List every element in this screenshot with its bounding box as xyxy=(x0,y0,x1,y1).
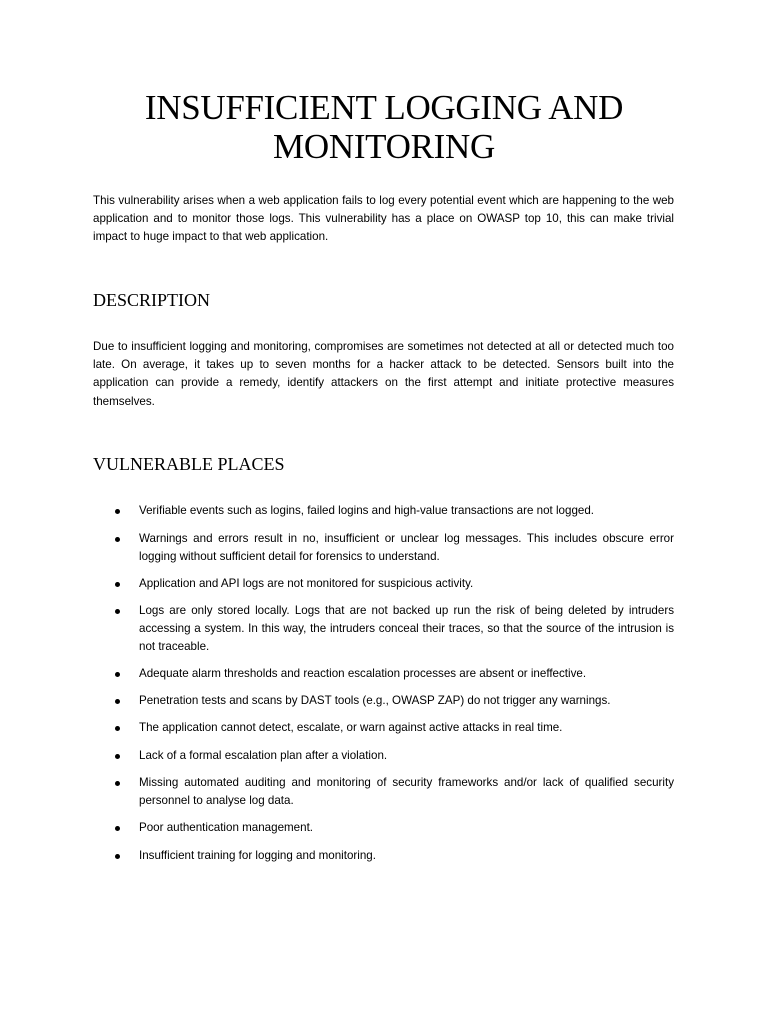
bullet-icon xyxy=(115,509,120,514)
title-line-2: MONITORING xyxy=(273,127,495,166)
bullet-icon xyxy=(115,609,120,614)
intro-paragraph: This vulnerability arises when a web application fails to log every potential event which are happening to the web application and to monitor those logs. This vulnerability has a place on OWASP top 10, this can make trivial impact to huge impact to that web application. xyxy=(93,194,674,244)
list-item xyxy=(139,602,674,657)
list-item xyxy=(139,575,674,593)
list-item-text: Verifiable events such as logins, failed logins and high-value transactions are not logged. xyxy=(139,504,595,517)
list-item-text: Lack of a formal escalation plan after a violation. xyxy=(139,749,388,762)
bullet-icon xyxy=(115,854,120,859)
bullet-icon xyxy=(115,537,120,542)
list-item xyxy=(139,665,674,683)
list-item-text: Poor authentication management. xyxy=(139,821,314,834)
list-item-text: Warnings and errors result in no, insufficient or unclear log messages. This includes obscure error logging without sufficient detail for forensics to understand. xyxy=(139,532,674,564)
list-item-text: Application and API logs are not monitored for suspicious activity. xyxy=(139,577,474,590)
bullet-icon xyxy=(115,781,120,786)
title-line-1: INSUFFICIENT LOGGING AND xyxy=(144,88,624,127)
list-item-text: The application cannot detect, escalate, or warn against active attacks in real time. xyxy=(139,721,563,734)
list-item xyxy=(139,692,674,710)
list-item-text: Adequate alarm thresholds and reaction escalation processes are absent or ineffective. xyxy=(139,667,587,680)
bullet-icon xyxy=(115,754,120,759)
list-item-text: Logs are only stored locally. Logs that are not backed up run the risk of being deleted by intruders accessing a system. In this way, the intruders conceal their traces, so that the source of the intrusion is not traceable. xyxy=(139,604,674,654)
description-heading: DESCRIPTION xyxy=(93,290,211,310)
list-item-text: Penetration tests and scans by DAST tools (e.g., OWASP ZAP) do not trigger any warnings. xyxy=(139,694,611,707)
bullet-icon xyxy=(115,826,120,831)
list-item xyxy=(139,502,674,520)
page-title xyxy=(94,88,674,166)
vulnerable-places-heading: VULNERABLE PLACES xyxy=(93,454,285,474)
bullet-icon xyxy=(115,699,120,704)
bullet-icon xyxy=(115,582,120,587)
list-item xyxy=(139,530,674,566)
list-item xyxy=(139,774,674,810)
list-item xyxy=(139,847,674,865)
list-item-text: Insufficient training for logging and monitoring. xyxy=(139,849,376,862)
list-item xyxy=(139,747,674,765)
bullet-icon xyxy=(115,672,120,677)
bullet-icon xyxy=(115,726,120,731)
list-item xyxy=(139,719,674,737)
list-item-text: Missing automated auditing and monitoring of security frameworks and/or lack of qualified security personnel to analyse log data. xyxy=(139,776,674,808)
description-paragraph: Due to insufficient logging and monitoring, compromises are sometimes not detected at all or detected much too late. On average, it takes up to seven months for a hacker attack to be detected. Sensors built into the application can provide a remedy, identify attackers on the first attempt and initiate protective measures themselves. xyxy=(93,340,674,408)
list-item xyxy=(139,819,674,837)
